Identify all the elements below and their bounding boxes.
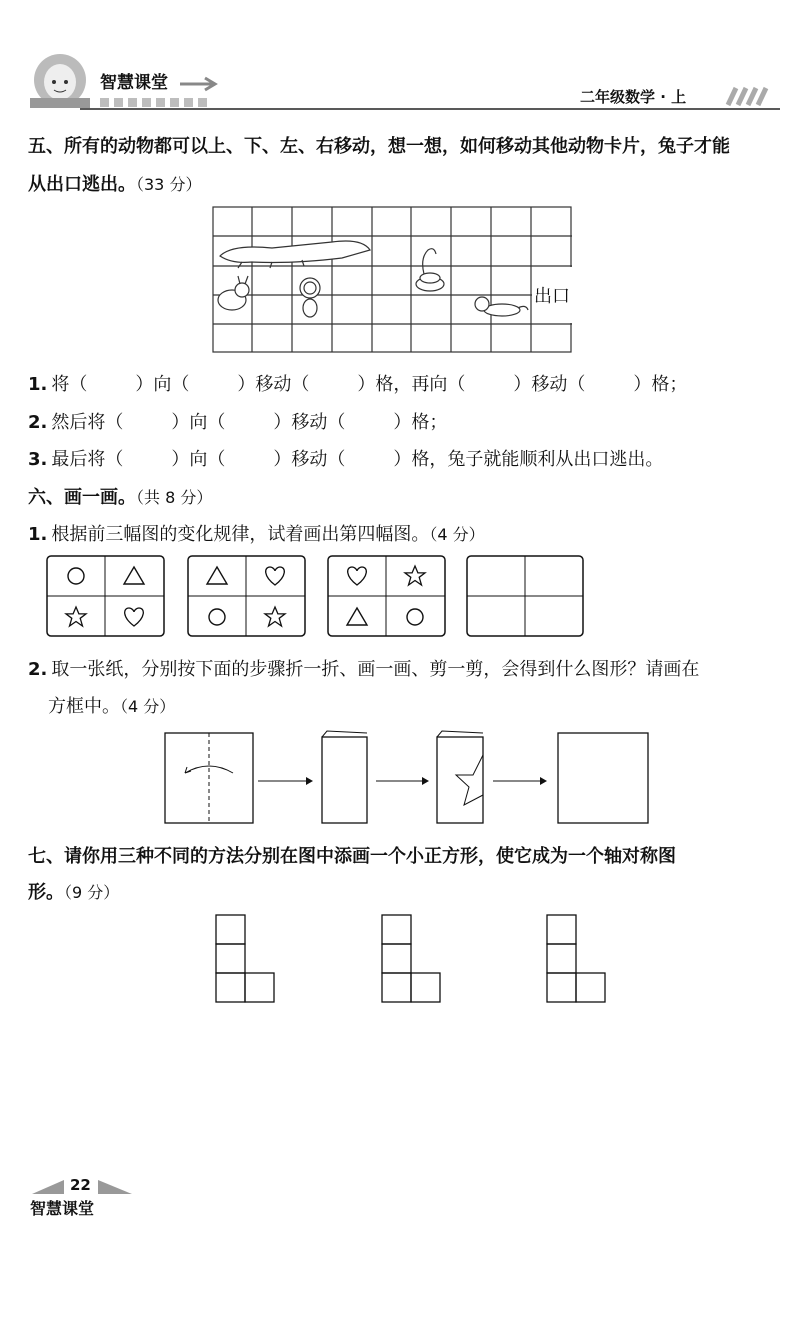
triangle-icon (347, 608, 367, 625)
q5-title-text2: 从出口逃出。 (28, 174, 136, 195)
q6-sub2-text2: 方框中。 (48, 696, 120, 717)
q5-line3-b: ）向（ (171, 449, 226, 470)
q6-sub2-text: 取一张纸，分别按下面的步骤折一折、画一画、剪一剪，会得到什么图形？请画在 (51, 659, 700, 680)
q6-sub1-points: （4 分） (429, 525, 485, 544)
q5-line2-b: ）向（ (171, 412, 226, 433)
q6-points: （共 8 分） (136, 488, 213, 507)
star-icon (66, 607, 86, 626)
heart-icon (266, 567, 285, 585)
q5-line1 (28, 370, 687, 396)
q5-line1-f: ）格； (633, 374, 688, 395)
heart-icon (125, 608, 144, 626)
pattern-box-answer[interactable] (467, 556, 583, 636)
pattern-box-3 (328, 556, 445, 636)
l-shape-1[interactable] (216, 915, 274, 1002)
q5-line3 (28, 445, 663, 471)
l-shape-2[interactable] (382, 915, 440, 1002)
q5-line1-a: 将（ (51, 374, 88, 395)
q5-line3-num: 3. (28, 449, 48, 470)
arrow-icon (422, 777, 429, 785)
q7-points: （9 分） (64, 883, 120, 902)
q6-title-text: 六、画一画。 (28, 487, 136, 508)
q7-title (28, 842, 676, 868)
folded-paper-star-icon (437, 731, 483, 823)
q5-title-line2 (28, 170, 201, 196)
q5-line1-c: ）移动（ (237, 374, 310, 395)
q5-points: （33 分） (136, 175, 202, 194)
header-subject: 二年级数学 · 上 (580, 88, 687, 106)
q5-line1-e: ）移动（ (513, 374, 586, 395)
circle-icon (68, 568, 84, 584)
q6-sub2-points: （4 分） (120, 697, 176, 716)
q5-line2-a: 然后将（ (51, 412, 124, 433)
star-icon (265, 607, 285, 626)
q6-sub1-text: 根据前三幅图的变化规律，试着画出第四幅图。 (51, 524, 430, 545)
arrow-icon (306, 777, 313, 785)
q6-sub2-line2 (48, 692, 175, 718)
snake-icon (416, 249, 444, 291)
q7-title-text: 七、请你用三种不同的方法分别在图中添画一个小正方形，使它成为一个轴对称图 (28, 846, 676, 867)
arrow-icon (180, 78, 215, 90)
exit-label: 出口 (534, 286, 570, 307)
triangle-icon (207, 567, 227, 584)
q5-line1-num: 1. (28, 374, 48, 395)
page-number: 22 (70, 1176, 91, 1194)
q7-title-text2: 形。 (28, 882, 64, 903)
q5-title (28, 132, 730, 158)
heart-icon (348, 567, 367, 585)
pattern-box-2 (188, 556, 305, 636)
paper-sheet-icon (165, 733, 253, 823)
q6-sub1 (28, 520, 485, 546)
header-brand: 智慧课堂 (100, 73, 168, 93)
l-shape-3[interactable] (547, 915, 605, 1002)
rabbit-icon (218, 276, 249, 310)
star-icon (405, 566, 425, 585)
arrow-icon (540, 777, 547, 785)
tiger-icon (475, 297, 528, 316)
q6-sub2 (28, 655, 699, 681)
q5-line1-b: ）向（ (135, 374, 190, 395)
q6-sub2-num: 2. (28, 659, 48, 680)
q5-line2 (28, 408, 447, 434)
fold-answer-box[interactable] (558, 733, 648, 823)
pattern-boxes (0, 550, 800, 645)
page-footer (28, 1178, 138, 1218)
triangle-icon (124, 567, 144, 584)
folding-steps (160, 725, 660, 830)
circle-icon (209, 609, 225, 625)
animal-grid (212, 206, 574, 354)
l-shapes (0, 905, 800, 1015)
q5-title-text: 五、所有的动物都可以上、下、左、右移动，想一想，如何移动其他动物卡片，兔子才能 (28, 136, 730, 157)
q6-sub1-num: 1. (28, 524, 48, 545)
q5-line3-c: ）移动（ (273, 449, 346, 470)
crocodile-icon (220, 241, 370, 268)
q6-title (28, 483, 212, 509)
footer-brand: 智慧课堂 (30, 1199, 95, 1218)
page-header (20, 50, 780, 112)
lion-icon (300, 278, 320, 317)
mascot-girl-icon (30, 54, 90, 108)
circle-icon (407, 609, 423, 625)
pattern-box-1 (47, 556, 164, 636)
q5-line2-num: 2. (28, 412, 48, 433)
q5-line3-a: 最后将（ (51, 449, 124, 470)
q5-line2-c: ）移动（ (273, 412, 346, 433)
q5-line3-d: ）格，兔子就能顺利从出口逃出。 (393, 449, 664, 470)
folded-paper-icon (322, 731, 367, 823)
q5-line1-d: ）格，再向（ (357, 374, 466, 395)
q5-line2-d: ）格； (393, 412, 448, 433)
q7-title-line2 (28, 878, 119, 904)
